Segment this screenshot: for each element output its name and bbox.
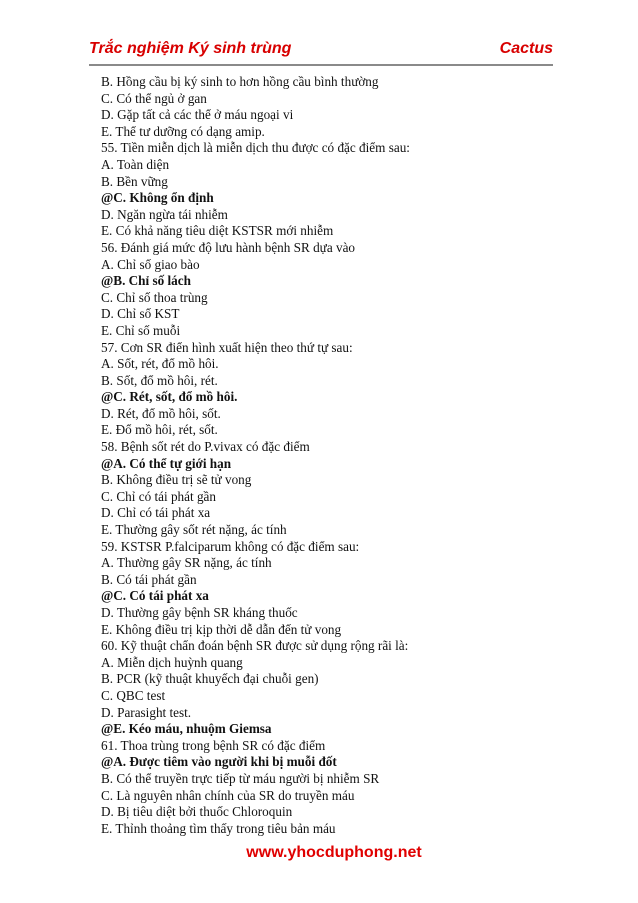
text-line: B. Hồng cầu bị ký sinh to hơn hồng cầu bình thường (101, 74, 379, 89)
text-line: B. Có tái phát gần (101, 571, 197, 587)
text-line: A. Toàn diện (101, 156, 170, 172)
text-line: C. Chỉ có tái phát gần (101, 488, 217, 504)
text-line: 55. Tiền miễn dịch là miễn dịch thu được có đặc điểm sau: (101, 140, 410, 156)
text-line: B. Bền vững (101, 173, 168, 189)
header-author: Cactus (499, 40, 553, 57)
text-line: D. Ngăn ngừa tái nhiễm (101, 206, 228, 222)
correct-answer-line: @C. Có tái phát xa (101, 588, 209, 604)
text-line: A. Chỉ số giao bào (101, 256, 200, 272)
text-line: D. Thường gây bệnh SR kháng thuốc (101, 605, 298, 620)
text-line: B. Sốt, đổ mồ hôi, rét. (101, 372, 218, 388)
text-line: E. Không điều trị kịp thời dễ dẫn đến tử vong (101, 621, 342, 637)
text-line: E. Chỉ số muỗi (101, 322, 181, 338)
text-line: D. Parasight test. (101, 704, 192, 720)
correct-answer-line: @E. Kéo máu, nhuộm Giemsa (101, 721, 272, 737)
text-line: B. Có thể truyền trực tiếp từ máu người bị nhiễm SR (101, 770, 380, 786)
text-line: E. Thỉnh thoảng tìm thấy trong tiêu bản máu (101, 820, 336, 836)
question-list (101, 74, 561, 837)
text-line: B. Không điều trị sẽ tử vong (101, 472, 252, 488)
text-line: C. QBC test (101, 687, 166, 703)
page-header (89, 38, 553, 66)
text-line: E. Đổ mồ hôi, rét, sốt. (101, 422, 218, 438)
text-line: D. Rét, đổ mồ hôi, sốt. (101, 405, 221, 421)
correct-answer-line: @C. Rét, sốt, đổ mồ hôi. (101, 389, 238, 405)
header-title: Trắc nghiệm Ký sinh trùng (89, 40, 292, 57)
text-line: D. Chỉ có tái phát xa (101, 505, 211, 521)
text-line: 56. Đánh giá mức độ lưu hành bệnh SR dựa vào (101, 239, 356, 255)
text-line: 59. KSTSR P.falciparum không có đặc điểm sau: (101, 538, 360, 554)
footer-website[interactable]: www.yhocduphong.net (246, 844, 422, 861)
text-line: E. Thể tư dưỡng có dạng amip. (101, 123, 265, 139)
text-line: C. Chỉ số thoa trùng (101, 289, 208, 305)
text-line: E. Thường gây sốt rét nặng, ác tính (101, 522, 287, 538)
text-line: 60. Kỹ thuật chẩn đoán bệnh SR được sử dụng rộng rãi là: (101, 638, 409, 654)
correct-answer-line: @C. Không ổn định (101, 190, 214, 206)
text-line: E. Có khả năng tiêu diệt KSTSR mới nhiễm (101, 223, 334, 239)
text-line: 57. Cơn SR điển hình xuất hiện theo thứ tự sau: (101, 339, 353, 355)
text-line: A. Miễn dịch huỳnh quang (101, 654, 243, 670)
text-line: D. Gặp tất cả các thể ở máu ngoại vi (101, 107, 294, 123)
text-line: C. Có thể ngủ ở gan (101, 90, 207, 106)
text-line: A. Sốt, rét, đổ mồ hôi. (101, 356, 219, 372)
text-line: A. Thường gây SR nặng, ác tính (101, 555, 272, 571)
correct-answer-line: @A. Có thể tự giới hạn (101, 455, 232, 471)
text-line: D. Chỉ số KST (101, 306, 180, 322)
text-line: 61. Thoa trùng trong bệnh SR có đặc điểm (101, 737, 326, 753)
text-line: D. Bị tiêu diệt bởi thuốc Chloroquin (101, 804, 293, 820)
text-line: B. PCR (kỹ thuật khuyếch đại chuỗi gen) (101, 671, 319, 687)
text-line: 58. Bệnh sốt rét do P.vivax có đặc điểm (101, 439, 310, 455)
correct-answer-line: @B. Chỉ số lách (101, 273, 191, 289)
text-line: C. Là nguyên nhân chính của SR do truyền máu (101, 787, 355, 803)
correct-answer-line: @A. Được tiêm vào người khi bị muỗi đốt (101, 754, 337, 770)
